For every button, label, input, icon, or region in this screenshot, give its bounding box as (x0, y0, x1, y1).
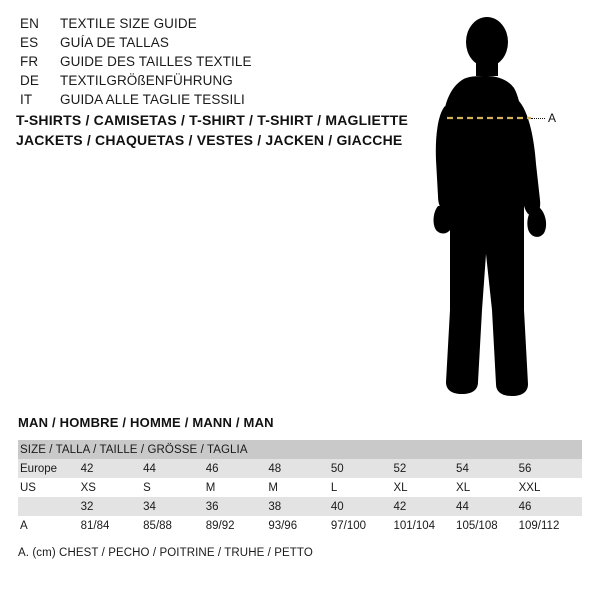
table-cell: 109/112 (519, 516, 582, 535)
size-table (18, 440, 582, 535)
table-cell: 85/88 (143, 516, 206, 535)
table-cell: 50 (331, 459, 394, 478)
table-cell: 97/100 (331, 516, 394, 535)
language-row (20, 16, 400, 35)
language-code: IT (20, 92, 33, 107)
table-cell: 40 (331, 497, 394, 516)
table-cell: XS (81, 478, 144, 497)
table-row (18, 478, 582, 497)
table-cell: 93/96 (268, 516, 331, 535)
table-cell: 89/92 (206, 516, 269, 535)
language-code: EN (20, 16, 39, 31)
table-cell: 44 (143, 459, 206, 478)
language-row (20, 92, 400, 111)
size-table-wrapper (18, 440, 582, 535)
category-jackets: JACKETS / CHAQUETAS / VESTES / JACKEN / GIACCHE (16, 132, 403, 148)
language-row (20, 73, 400, 92)
table-cell: 56 (519, 459, 582, 478)
table-cell: 52 (393, 459, 456, 478)
table-cell: 81/84 (81, 516, 144, 535)
table-cell: 42 (393, 497, 456, 516)
table-footnote: A. (cm) CHEST / PECHO / POITRINE / TRUHE / PETTO (18, 547, 313, 559)
table-cell: M (206, 478, 269, 497)
table-row (18, 459, 582, 478)
table-cell: 101/104 (393, 516, 456, 535)
table-header-label: SIZE / TALLA / TAILLE / GRÖSSE / TAGLIA (18, 440, 582, 459)
measure-leader-line (531, 118, 545, 119)
table-cell: XL (456, 478, 519, 497)
language-text: TEXTILE SIZE GUIDE (60, 16, 197, 31)
table-cell: 46 (206, 459, 269, 478)
language-text: TEXTILGRÖßENFÜHRUNG (60, 73, 233, 88)
table-cell: S (143, 478, 206, 497)
language-text: GUÍA DE TALLAS (60, 35, 169, 50)
table-cell: 105/108 (456, 516, 519, 535)
language-list (20, 16, 400, 111)
category-tshirts: T-SHIRTS / CAMISETAS / T-SHIRT / T-SHIRT / MAGLIETTE (16, 112, 409, 128)
language-row (20, 54, 400, 73)
table-cell: M (268, 478, 331, 497)
table-cell: 54 (456, 459, 519, 478)
language-text: GUIDA ALLE TAGLIE TESSILI (60, 92, 245, 107)
language-text: GUIDE DES TAILLES TEXTILE (60, 54, 252, 69)
section-title-man: MAN / HOMBRE / HOMME / MANN / MAN (18, 415, 274, 430)
table-cell: 36 (206, 497, 269, 516)
row-label: A (18, 516, 81, 535)
row-label: Europe (18, 459, 81, 478)
table-row (18, 497, 582, 516)
language-code: FR (20, 54, 39, 69)
table-cell: 48 (268, 459, 331, 478)
table-cell: L (331, 478, 394, 497)
table-cell: 42 (81, 459, 144, 478)
male-silhouette-figure (400, 10, 600, 410)
row-label (18, 497, 81, 516)
table-cell: 38 (268, 497, 331, 516)
table-cell: XL (393, 478, 456, 497)
language-row (20, 35, 400, 54)
table-row-header (18, 440, 582, 459)
measure-label-a: A (548, 111, 557, 125)
silhouette-icon (400, 10, 600, 410)
table-cell: 46 (519, 497, 582, 516)
language-code: ES (20, 35, 39, 50)
table-row (18, 516, 582, 535)
table-cell: 32 (81, 497, 144, 516)
table-cell: 34 (143, 497, 206, 516)
category-list (16, 110, 416, 150)
table-cell: 44 (456, 497, 519, 516)
table-cell: XXL (519, 478, 582, 497)
language-code: DE (20, 73, 39, 88)
row-label: US (18, 478, 81, 497)
